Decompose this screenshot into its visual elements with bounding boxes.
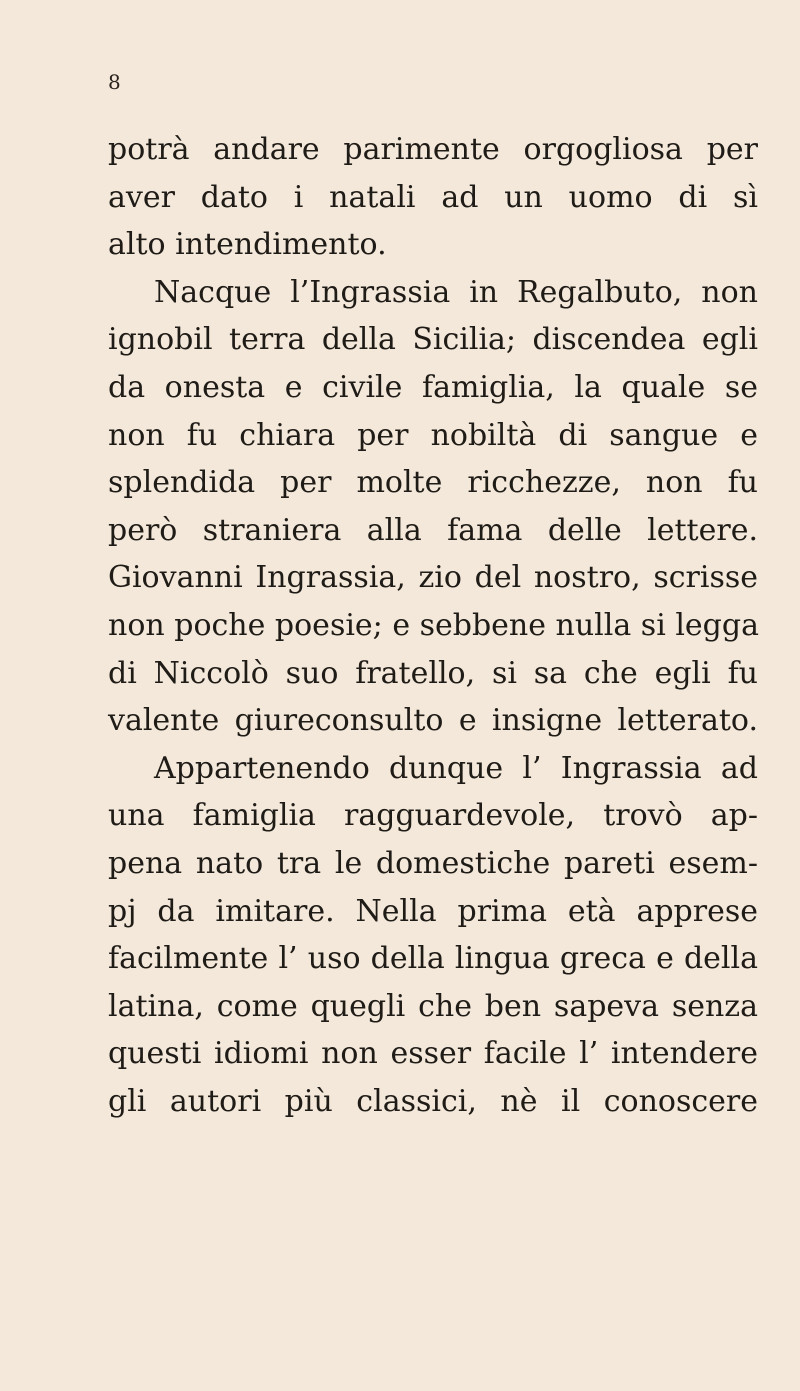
text-line: aver dato i natali ad un uomo di sì bbox=[108, 179, 758, 215]
text-line: non fu chiara per nobiltà di sangue e bbox=[108, 417, 758, 453]
text-line: alto intendimento. bbox=[108, 227, 387, 263]
text-line: pena nato tra le domestiche pareti esem- bbox=[108, 845, 758, 881]
text-line: questi idiomi non esser facile l’ intendere bbox=[108, 1036, 758, 1072]
text-line: valente giureconsulto e insigne letterato. bbox=[108, 703, 758, 739]
text-line: splendida per molte ricchezze, non fu bbox=[108, 465, 758, 501]
text-line: pj da imitare. Nella prima età apprese bbox=[108, 893, 758, 929]
text-line: Giovanni Ingrassia, zio del nostro, scrisse bbox=[108, 560, 758, 596]
text-line: una famiglia ragguardevole, trovò ap- bbox=[108, 798, 758, 834]
text-line: Appartenendo dunque l’ Ingrassia ad bbox=[154, 750, 758, 786]
text-line: facilmente l’ uso della lingua greca e della bbox=[108, 941, 758, 977]
text-line: però straniera alla fama delle lettere. bbox=[108, 512, 758, 548]
text-line: gli autori più classici, nè il conoscere bbox=[108, 1083, 758, 1119]
text-line: potrà andare parimente orgogliosa per bbox=[108, 132, 758, 167]
text-line: da onesta e civile famiglia, la quale se bbox=[108, 369, 758, 405]
page-number: 8 bbox=[108, 70, 121, 94]
text-line: non poche poesie; e sebbene nulla si legga bbox=[108, 607, 759, 643]
body-text bbox=[108, 126, 758, 1125]
text-line: Nacque l’Ingrassia in Regalbuto, non bbox=[154, 274, 758, 310]
text-line: ignobil terra della Sicilia; discendea egli bbox=[108, 322, 758, 358]
text-line: di Niccolò suo fratello, si sa che egli fu bbox=[108, 655, 758, 691]
text-line: latina, come quegli che ben sapeva senza bbox=[108, 988, 758, 1024]
